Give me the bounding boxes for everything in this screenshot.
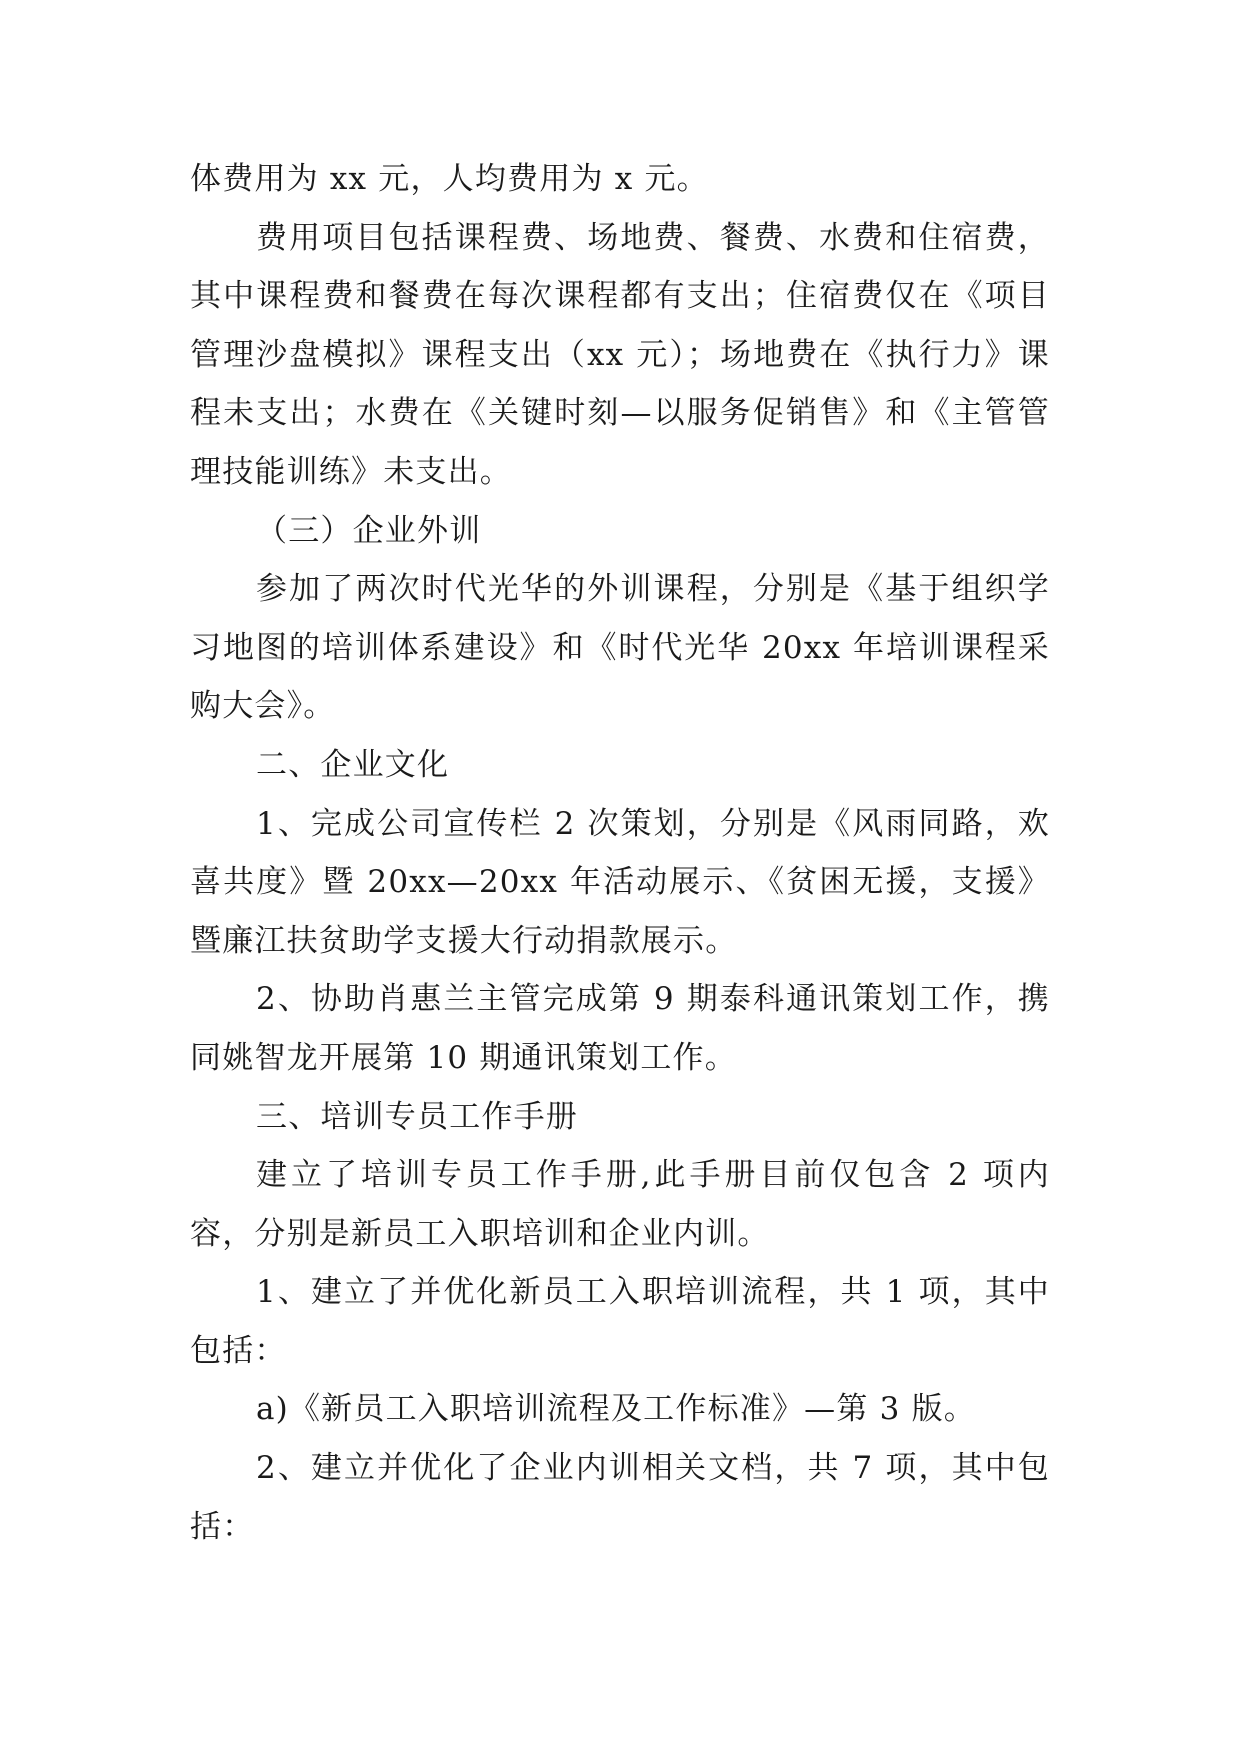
document-body — [190, 150, 1050, 1556]
paragraph-cost-summary: 体费用为 xx 元，人均费用为 x 元。 — [190, 161, 709, 197]
paragraph-external-training: 参加了两次时代光华的外训课程，分别是《基于组织学习地图的培训体系建设》和《时代光华 20xx 年培训课程采购大会》。 — [190, 571, 1050, 725]
heading-external-training: （三）企业外训 — [256, 512, 482, 549]
heading-training-handbook: 三、培训专员工作手册 — [256, 1098, 578, 1135]
paragraph-handbook-intro: 建立了培训专员工作手册,此手册目前仅包含 2 项内容，分别是新员工入职培训和企业内训。 — [190, 1157, 1050, 1252]
paragraph-culture-item-1: 1、完成公司宣传栏 2 次策划，分别是《风雨同路，欢喜共度》暨 20xx—20xx 年活动展示、《贫困无援，支援》暨廉江扶贫助学支援大行动捐款展示。 — [190, 805, 1050, 959]
heading-corporate-culture: 二、企业文化 — [256, 746, 450, 783]
paragraph-handbook-item-1a: a)《新员工入职培训流程及工作标准》—第 3 版。 — [256, 1391, 977, 1428]
paragraph-handbook-item-1: 1、建立了并优化新员工入职培训流程，共 1 项，其中包括： — [190, 1274, 1050, 1369]
paragraph-cost-items: 费用项目包括课程费、场地费、餐费、水费和住宿费，其中课程费和餐费在每次课程都有支出；住宿费仅在《项目管理沙盘模拟》课程支出（xx 元）；场地费在《执行力》课程未支出；水费在《关键时刻—以服务促销售》和《主管管理技能训练》未支出。 — [190, 219, 1050, 490]
paragraph-culture-item-2: 2、协助肖惠兰主管完成第 9 期泰科通讯策划工作，携同姚智龙开展第 10 期通讯策划工作。 — [190, 981, 1050, 1076]
paragraph-handbook-item-2: 2、建立并优化了企业内训相关文档，共 7 项，其中包括： — [190, 1450, 1050, 1545]
